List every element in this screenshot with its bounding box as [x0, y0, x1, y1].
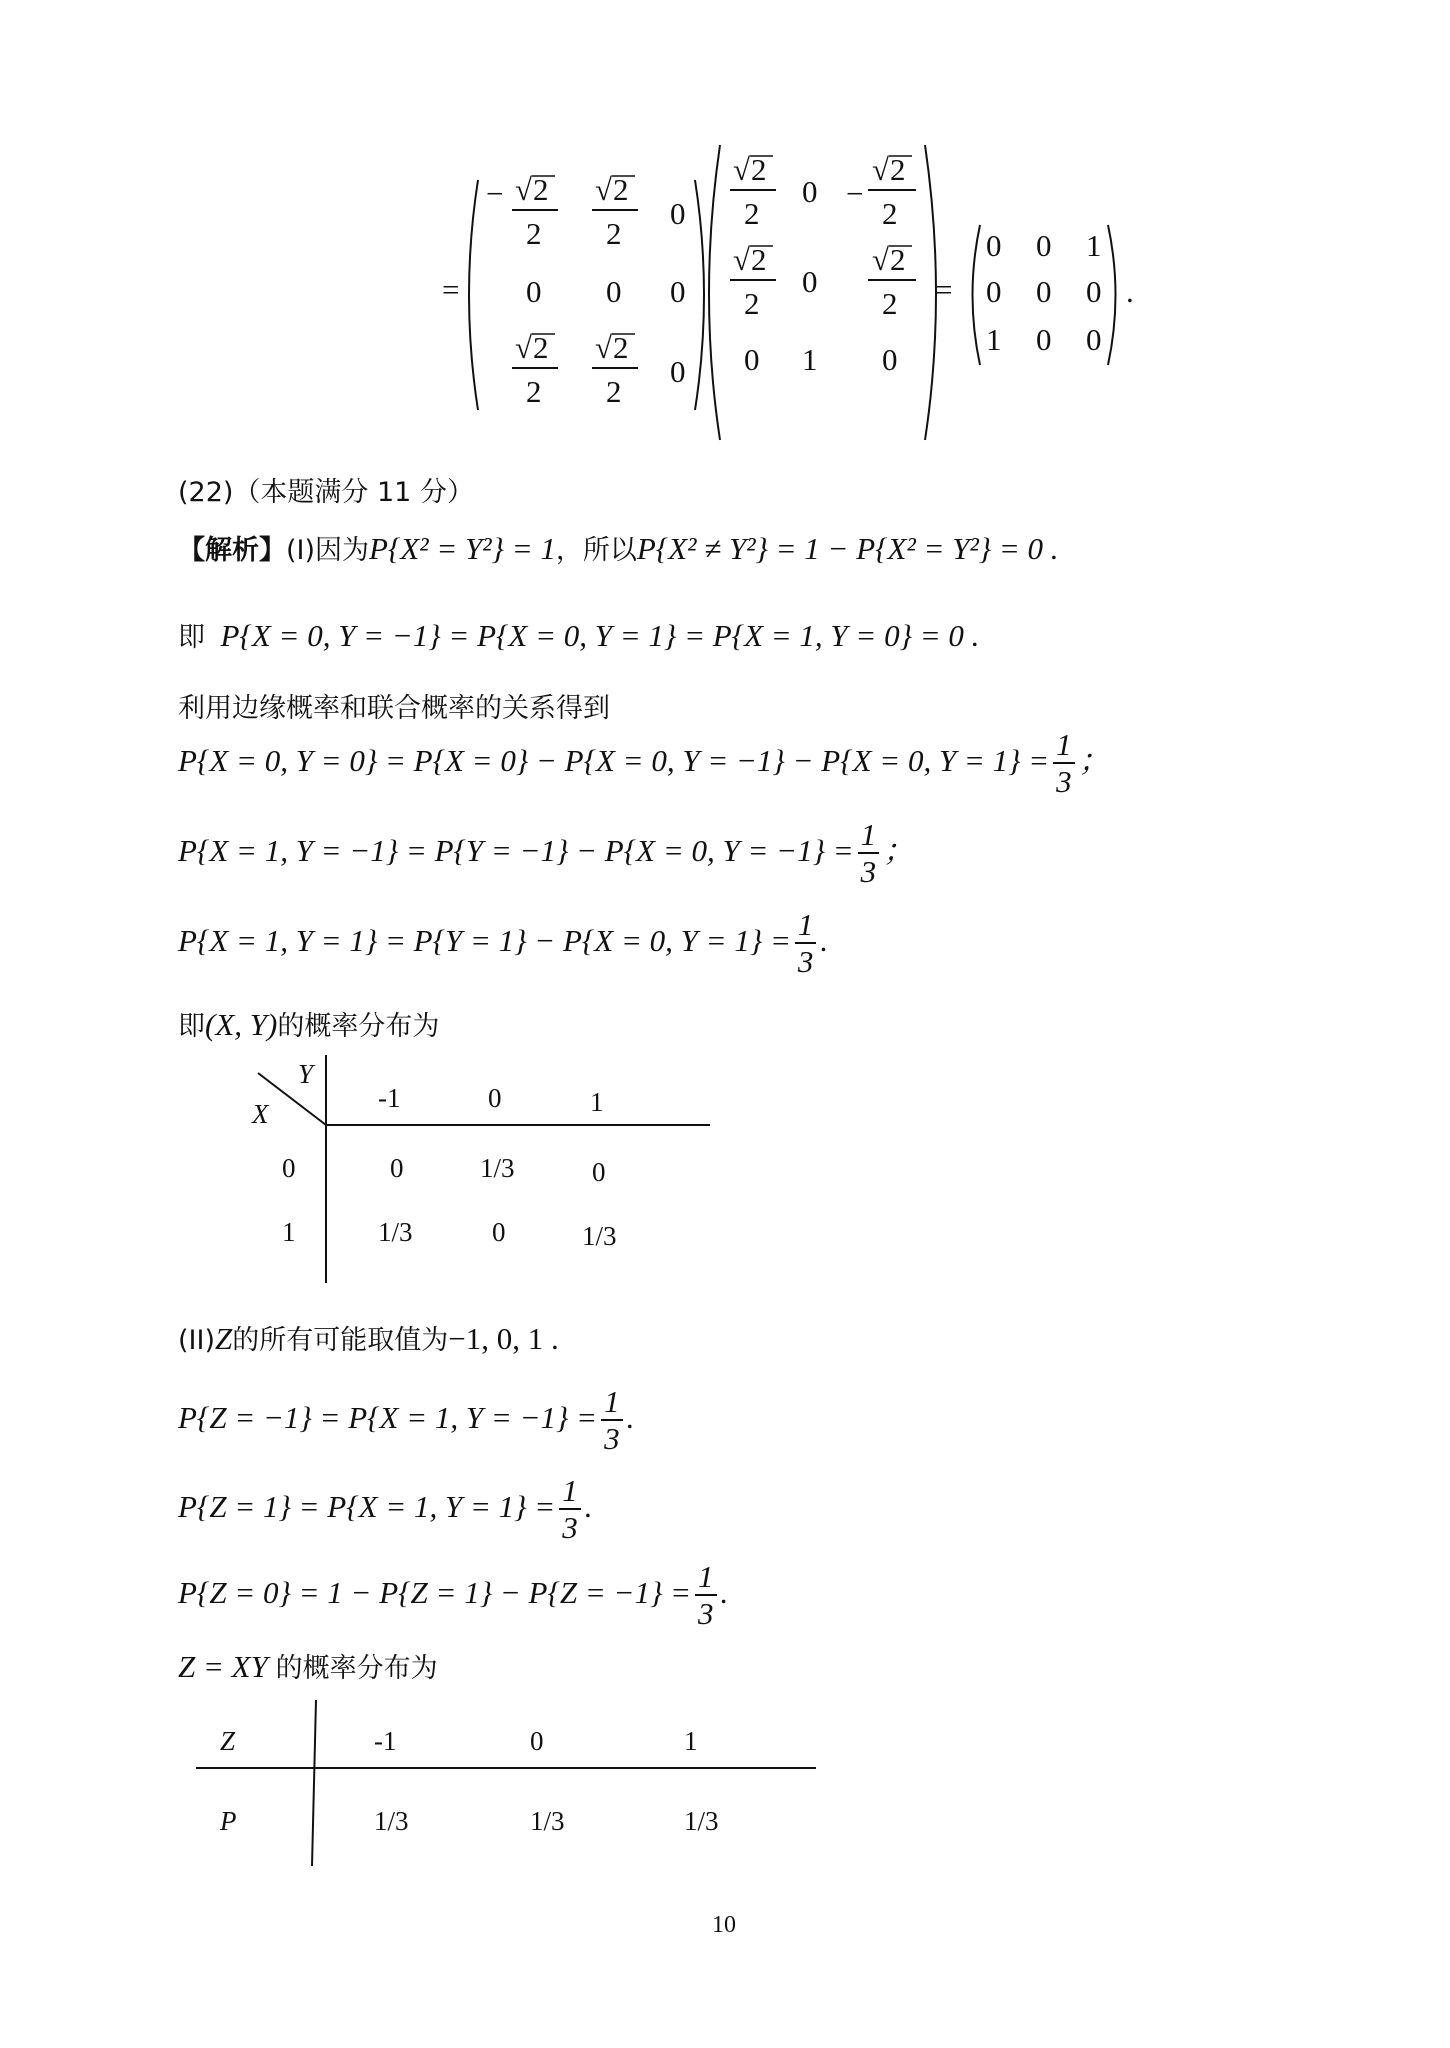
eq-lhs: P{X = 1, Y = −1} = P{Y = −1} − P{X = 0, Y = −1} = — [178, 833, 854, 869]
svg-text:2: 2 — [882, 196, 898, 231]
svg-text:√: √ — [733, 242, 751, 277]
svg-text:0: 0 — [606, 274, 622, 309]
svg-text:0: 0 — [1036, 228, 1052, 263]
eq-end: . — [584, 1489, 593, 1525]
fraction: $\frac{1}{3}$ — [559, 1474, 581, 1546]
part1-line — [178, 528, 1059, 567]
svg-text:0: 0 — [1036, 322, 1052, 357]
svg-text:2: 2 — [751, 152, 767, 187]
svg-text:−: − — [486, 176, 504, 211]
matrix-b — [730, 152, 916, 377]
svg-text:√: √ — [515, 172, 533, 207]
eq-end: . — [720, 1575, 729, 1611]
ji-text: 即 — [178, 622, 205, 653]
table-cell: 0 — [390, 1153, 404, 1183]
svg-text:2: 2 — [533, 172, 549, 207]
xy-pair: (X, Y) — [205, 1007, 278, 1042]
corner-x: X — [252, 1099, 269, 1129]
eq-end: ； — [883, 833, 915, 869]
table-cell: 1/3 — [378, 1217, 413, 1247]
svg-text:2: 2 — [744, 196, 760, 231]
zero-prob-line — [178, 615, 979, 654]
dist-text: 的概率分布为 — [277, 1011, 440, 1042]
analysis-tag: 【解析】 — [178, 535, 286, 566]
svg-text:0: 0 — [802, 174, 818, 209]
problem-heading: (22)（本题满分 11 分） — [178, 477, 474, 508]
z-label: Z — [220, 1726, 236, 1756]
svg-text:2: 2 — [751, 242, 767, 277]
fraction: $\frac{1}{3}$ — [695, 1560, 717, 1632]
eq-end: . — [820, 923, 829, 959]
svg-text:√: √ — [872, 152, 890, 187]
joint-distribution-table — [230, 1055, 730, 1285]
svg-text:2: 2 — [882, 286, 898, 321]
so-text: ，所以 — [555, 535, 637, 566]
page-number: 10 — [712, 1912, 736, 1938]
part2-text: 的所有可能取值为 — [232, 1325, 449, 1356]
relation-text: 利用边缘概率和联合概率的关系得到 — [178, 693, 610, 724]
svg-text:0: 0 — [670, 274, 686, 309]
part1-roman: (I) — [286, 535, 316, 566]
table-cell: 0 — [592, 1157, 606, 1187]
svg-text:0: 0 — [1086, 322, 1102, 357]
table-cell: 1/3 — [684, 1806, 719, 1836]
p-label: P — [220, 1806, 237, 1836]
svg-text:0: 0 — [1036, 274, 1052, 309]
eq-z-1 — [178, 1474, 592, 1546]
svg-text:0: 0 — [882, 342, 898, 377]
fraction: $\frac{1}{3}$ — [795, 908, 817, 980]
z-values: −1, 0, 1 . — [448, 1321, 559, 1356]
z-distribution-table — [196, 1700, 836, 1870]
ji-text: 即 — [178, 1011, 205, 1042]
matrix-equation — [420, 140, 1140, 450]
svg-text:−: − — [846, 176, 864, 211]
eq-lhs: P{X = 1, Y = 1} = P{Y = 1} − P{X = 0, Y = 1} = — [178, 923, 791, 959]
col-header: 1 — [590, 1087, 604, 1117]
z-dist-title — [178, 1646, 438, 1685]
part2-roman: (II) — [178, 1325, 215, 1356]
svg-text:2: 2 — [613, 172, 629, 207]
svg-text:2: 2 — [606, 374, 622, 409]
eq-end: . — [626, 1400, 635, 1436]
fraction: $\frac{1}{3}$ — [858, 818, 880, 890]
joint-dist-title — [178, 1004, 439, 1043]
svg-text:0: 0 — [986, 274, 1002, 309]
svg-text:2: 2 — [744, 286, 760, 321]
svg-text:1: 1 — [1086, 228, 1102, 263]
eq-lhs: P{Z = 0} = 1 − P{Z = 1} − P{Z = −1} = — [178, 1575, 692, 1611]
svg-text:0: 0 — [802, 264, 818, 299]
eq-lhs: P{Z = −1} = P{X = 1, Y = −1} = — [178, 1400, 598, 1436]
svg-text:√: √ — [733, 152, 751, 187]
svg-text:2: 2 — [606, 216, 622, 251]
z-eq-xy: Z = XY — [178, 1649, 268, 1684]
fraction: $\frac{1}{3}$ — [1053, 728, 1075, 800]
svg-text:√: √ — [595, 330, 613, 365]
svg-text:0: 0 — [744, 342, 760, 377]
svg-text:2: 2 — [526, 374, 542, 409]
svg-text:2: 2 — [613, 330, 629, 365]
eq-end: ； — [1078, 743, 1110, 779]
eq-z-0 — [178, 1560, 728, 1632]
eq-lhs: P{Z = 1} = P{X = 1, Y = 1} = — [178, 1489, 556, 1525]
fraction: $\frac{1}{3}$ — [601, 1385, 623, 1457]
svg-text:0: 0 — [986, 228, 1002, 263]
zero-prob-eq: P{X = 0, Y = −1} = P{X = 0, Y = 1} = P{X = 1, Y = 0} = 0 . — [220, 618, 980, 653]
eq-x0-y0 — [178, 728, 1110, 800]
svg-text:0: 0 — [670, 196, 686, 231]
eq-x2-eq-y2: P{X² = Y²} = 1 — [369, 531, 556, 566]
corner-y: Y — [298, 1059, 314, 1089]
svg-text:0: 0 — [1086, 274, 1102, 309]
svg-text:.: . — [1126, 274, 1134, 309]
svg-text:2: 2 — [890, 242, 906, 277]
matrix-eq-sign: = — [442, 272, 460, 307]
table-cell: 1 — [684, 1726, 698, 1756]
svg-text:2: 2 — [526, 216, 542, 251]
table-cell: 0 — [530, 1726, 544, 1756]
table-cell: 0 — [492, 1217, 506, 1247]
svg-text:√: √ — [595, 172, 613, 207]
dist-text: 的概率分布为 — [275, 1653, 438, 1684]
svg-text:=: = — [935, 272, 953, 307]
table-cell: 1/3 — [530, 1806, 565, 1836]
svg-text:√: √ — [515, 330, 533, 365]
matrix-a — [486, 172, 686, 409]
because-text: 因为 — [315, 535, 370, 566]
col-header: -1 — [378, 1083, 401, 1113]
z-var: Z — [215, 1321, 233, 1356]
svg-text:1: 1 — [986, 322, 1002, 357]
matrix-c — [986, 228, 1102, 357]
svg-text:1: 1 — [802, 342, 818, 377]
table-cell: 1/3 — [582, 1221, 617, 1251]
svg-text:0: 0 — [670, 354, 686, 389]
part2-line — [178, 1318, 559, 1357]
table-cell: -1 — [374, 1726, 397, 1756]
table-cell: 1/3 — [374, 1806, 409, 1836]
svg-text:√: √ — [872, 242, 890, 277]
svg-text:2: 2 — [890, 152, 906, 187]
col-header: 0 — [488, 1083, 502, 1113]
eq-x2-ne-y2: P{X² ≠ Y²} = 1 − P{X² = Y²} = 0 . — [636, 531, 1059, 566]
eq-x1-ym1 — [178, 818, 914, 890]
eq-x1-y1 — [178, 908, 828, 980]
table-cell: 1/3 — [480, 1153, 515, 1183]
svg-text:0: 0 — [526, 274, 542, 309]
row-header: 1 — [282, 1217, 296, 1247]
eq-lhs: P{X = 0, Y = 0} = P{X = 0} − P{X = 0, Y = −1} − P{X = 0, Y = 1} = — [178, 743, 1050, 779]
svg-text:2: 2 — [533, 330, 549, 365]
eq-z-m1 — [178, 1385, 634, 1457]
row-header: 0 — [282, 1153, 296, 1183]
